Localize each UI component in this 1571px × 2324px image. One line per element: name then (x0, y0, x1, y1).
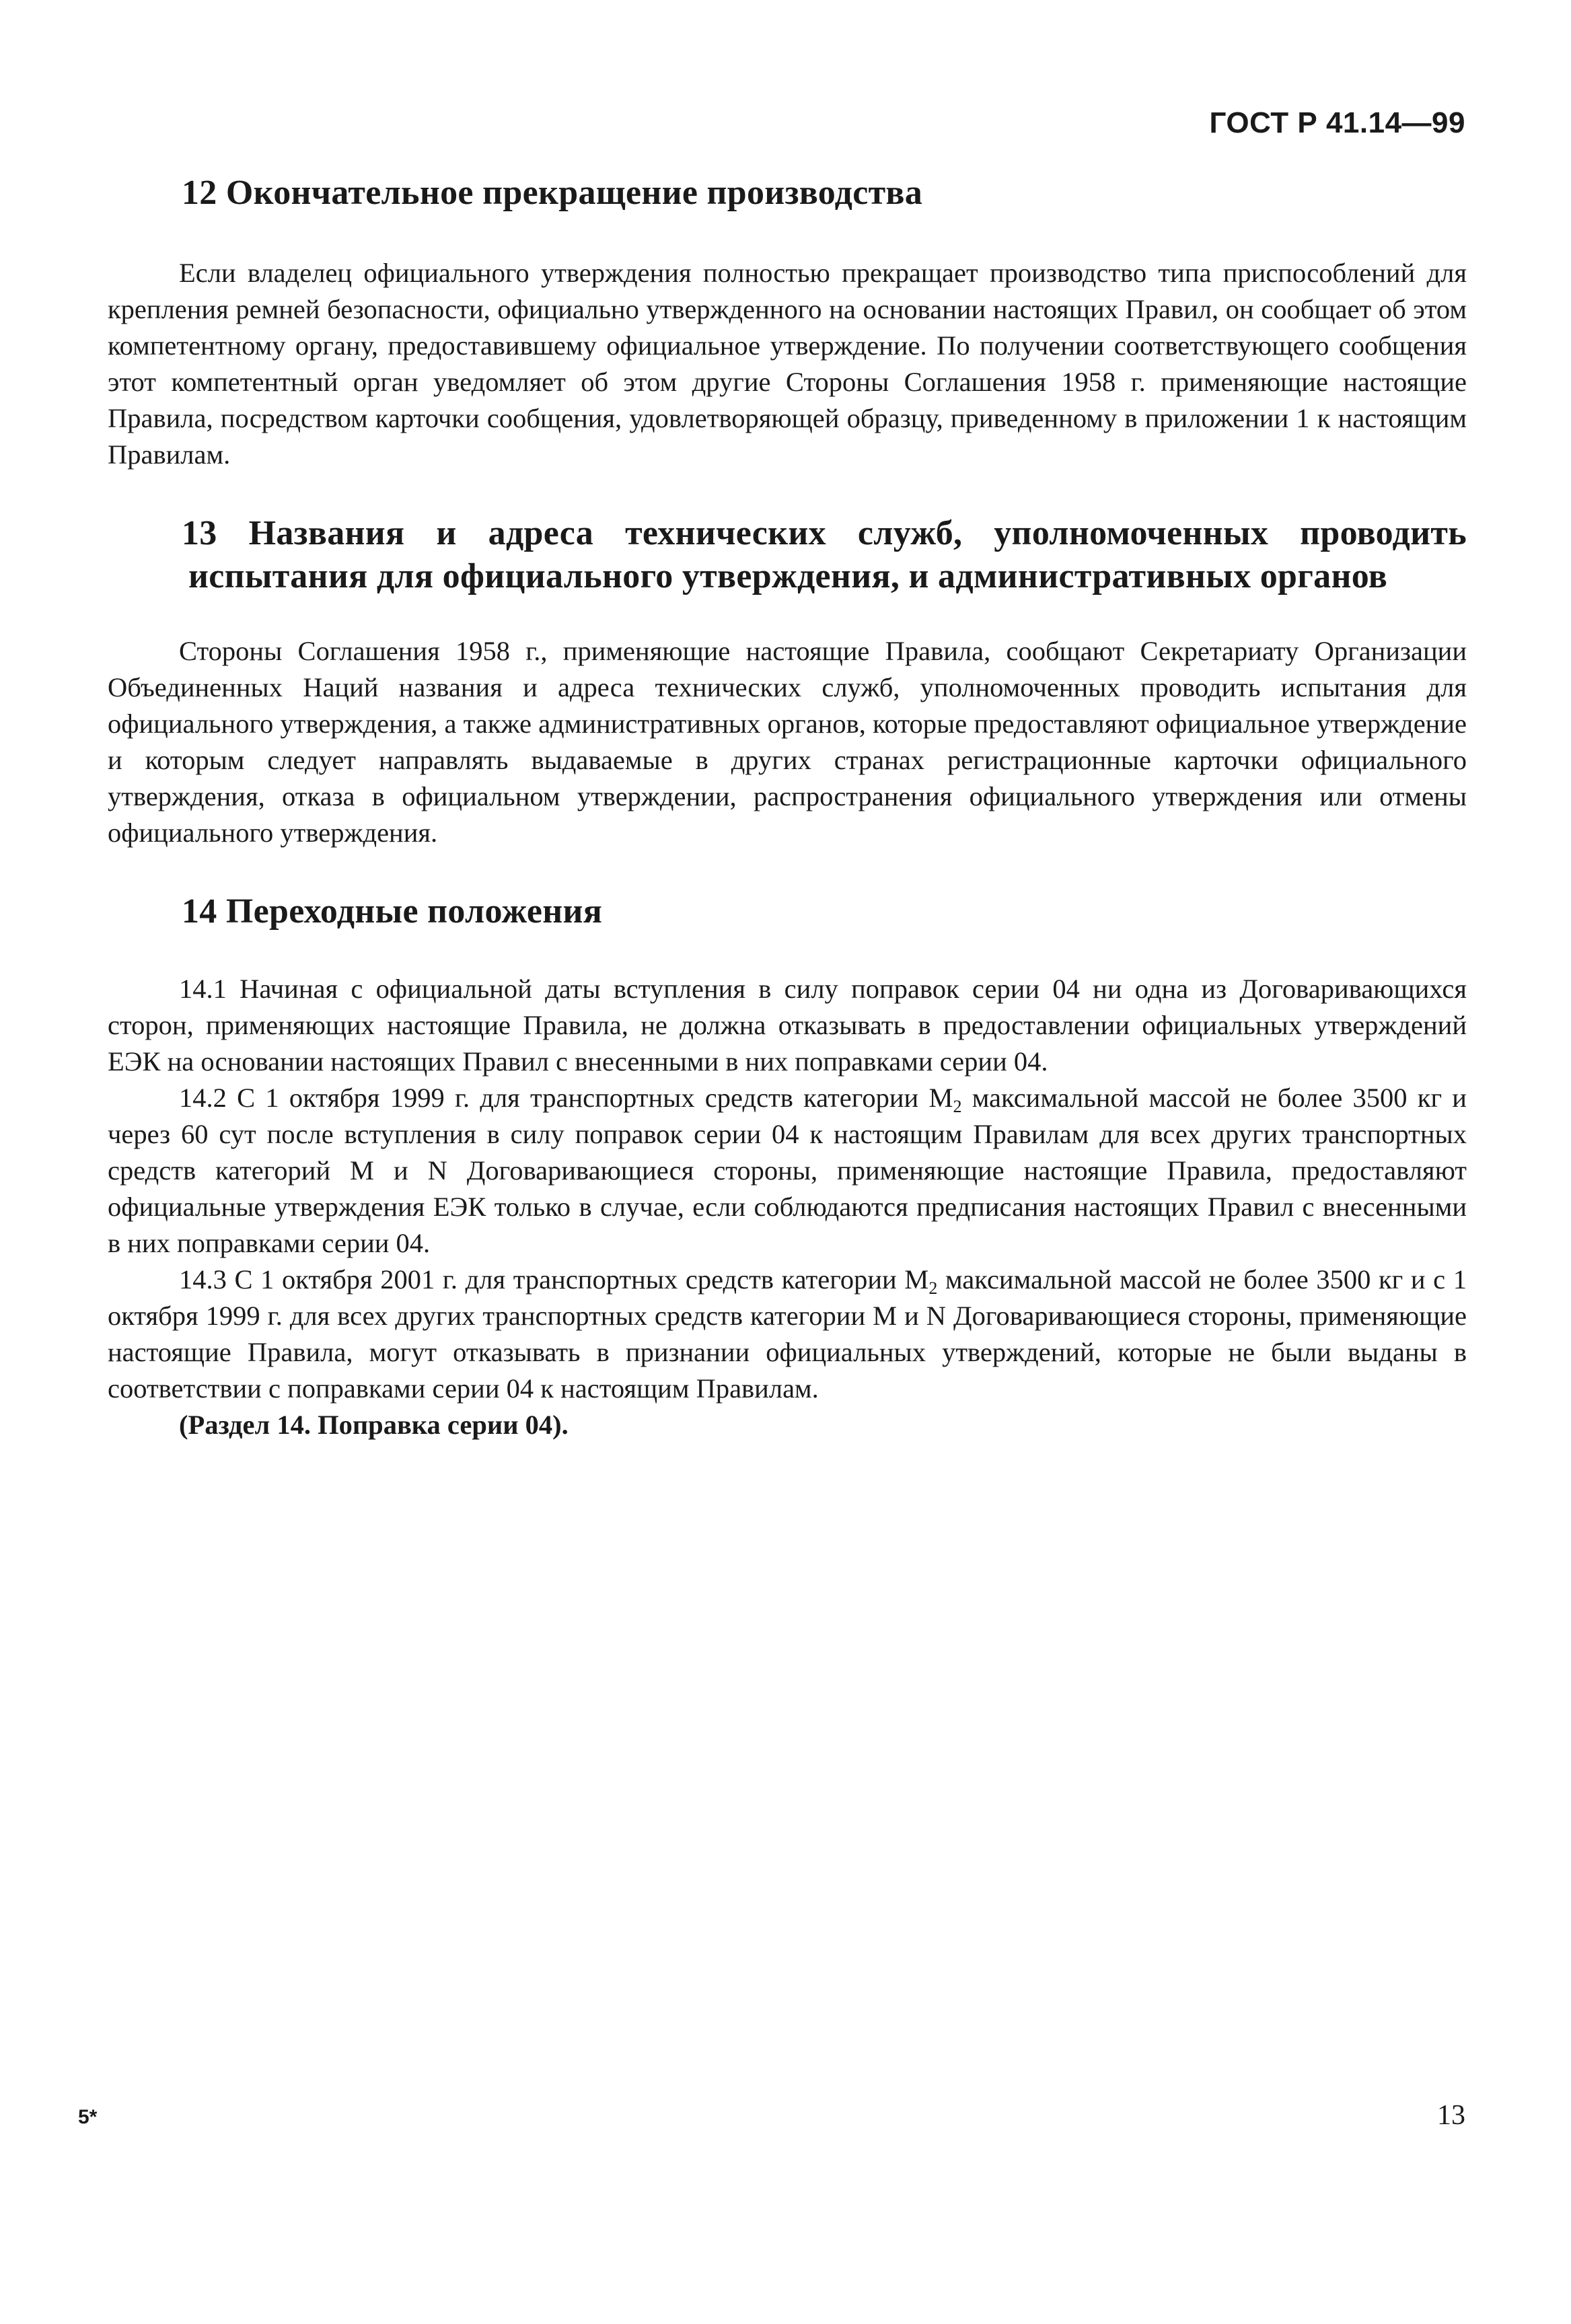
clause-14-2-start: 14.2 С 1 октября 1999 г. для транспортных средств категории M (179, 1083, 953, 1113)
clause-14-3-subscript: 2 (928, 1278, 938, 1298)
amendment-note: (Раздел 14. Поправка серии 04). (179, 1410, 569, 1440)
clause-14-1: 14.1 Начиная с официальной даты вступления в силу поправок серии 04 ни одна из Договаривающихся сторон, применяющих настоящие Правила, не должна отказывать в предоставлении официальных утверждений ЕЭК на основании настоящих Правил с внесенными в них поправками серии 04. (108, 974, 1467, 1077)
section-13 (108, 512, 1467, 851)
section-14-title: 14 Переходные положения (182, 892, 603, 931)
section-12-body: Если владелец официального утверждения полностью прекращает производство типа приспособлений для крепления ремней безопасности, официально утвержденного на основании настоящих Правил, он сообщает об этом компетентному органу, предоставившему официальное утверждение. По получении соответствующего сообщения этот компетентный орган уведомляет об этом другие Стороны Соглашения 1958 г. применяющие настоящие Правила, посредством карточки сообщения, удовлетворяющей образцу, приведенному в приложении 1 к настоящим Правилам. (108, 258, 1467, 470)
clause-14-2-subscript: 2 (953, 1097, 962, 1116)
clause-14-2-rest: максимальной массой не более 3500 кг и через 60 сут после вступления в силу поправок серии 04 к настоящим Правилам для всех других транспортных средств категорий M и N Договаривающиеся стороны, применяющие настоящие Правила, предоставляют официальные утверждения ЕЭК только в случае, если соблюдаются предписания настоящих Правил с внесенными в них поправками серии 04. (108, 1083, 1467, 1258)
clause-14-3 (108, 1262, 1467, 1407)
page-content (108, 172, 1467, 1482)
section-13-title-line-1: 13 Названия и адреса технических служб, уполномоченных проводить (182, 514, 1467, 552)
section-12 (108, 172, 1467, 473)
section-13-title (182, 512, 1467, 598)
section-12-title: 12 Окончательное прекращение производства (182, 174, 923, 212)
clause-14-2 (108, 1080, 1467, 1262)
page-number: 13 (1437, 2100, 1465, 2131)
section-13-title-line-2: испытания для официального утверждения, и административных органов (188, 557, 1388, 595)
clause-14-3-start: 14.3 С 1 октября 2001 г. для транспортных средств категории M (179, 1264, 929, 1295)
document-code: ГОСТ Р 41.14—99 (1209, 106, 1465, 139)
section-13-body: Стороны Соглашения 1958 г., применяющие настоящие Правила, сообщают Секретариату Организации Объединенных Наций названия и адреса технических служб, уполномоченных проводить испытания для официального утверждения, а также административных органов, которые предоставляют официальное утверждение и которым следует направлять выдаваемые в других странах регистрационные карточки официального утверждения, отказа в официальном утверждении, распространения официального утверждения или отмены официального утверждения. (108, 636, 1467, 848)
section-14 (108, 890, 1467, 1443)
signature-mark: 5* (78, 2106, 98, 2128)
clause-14-3-rest: максимальной массой не более 3500 кг и с 1 октября 1999 г. для всех других транспортных средств категории M и N Договаривающиеся стороны, применяющие настоящие Правила, могут отказывать в признании официальных утверждений, которые не были выданы в соответствии с поправками серии 04 к настоящим Правилам. (108, 1264, 1467, 1404)
